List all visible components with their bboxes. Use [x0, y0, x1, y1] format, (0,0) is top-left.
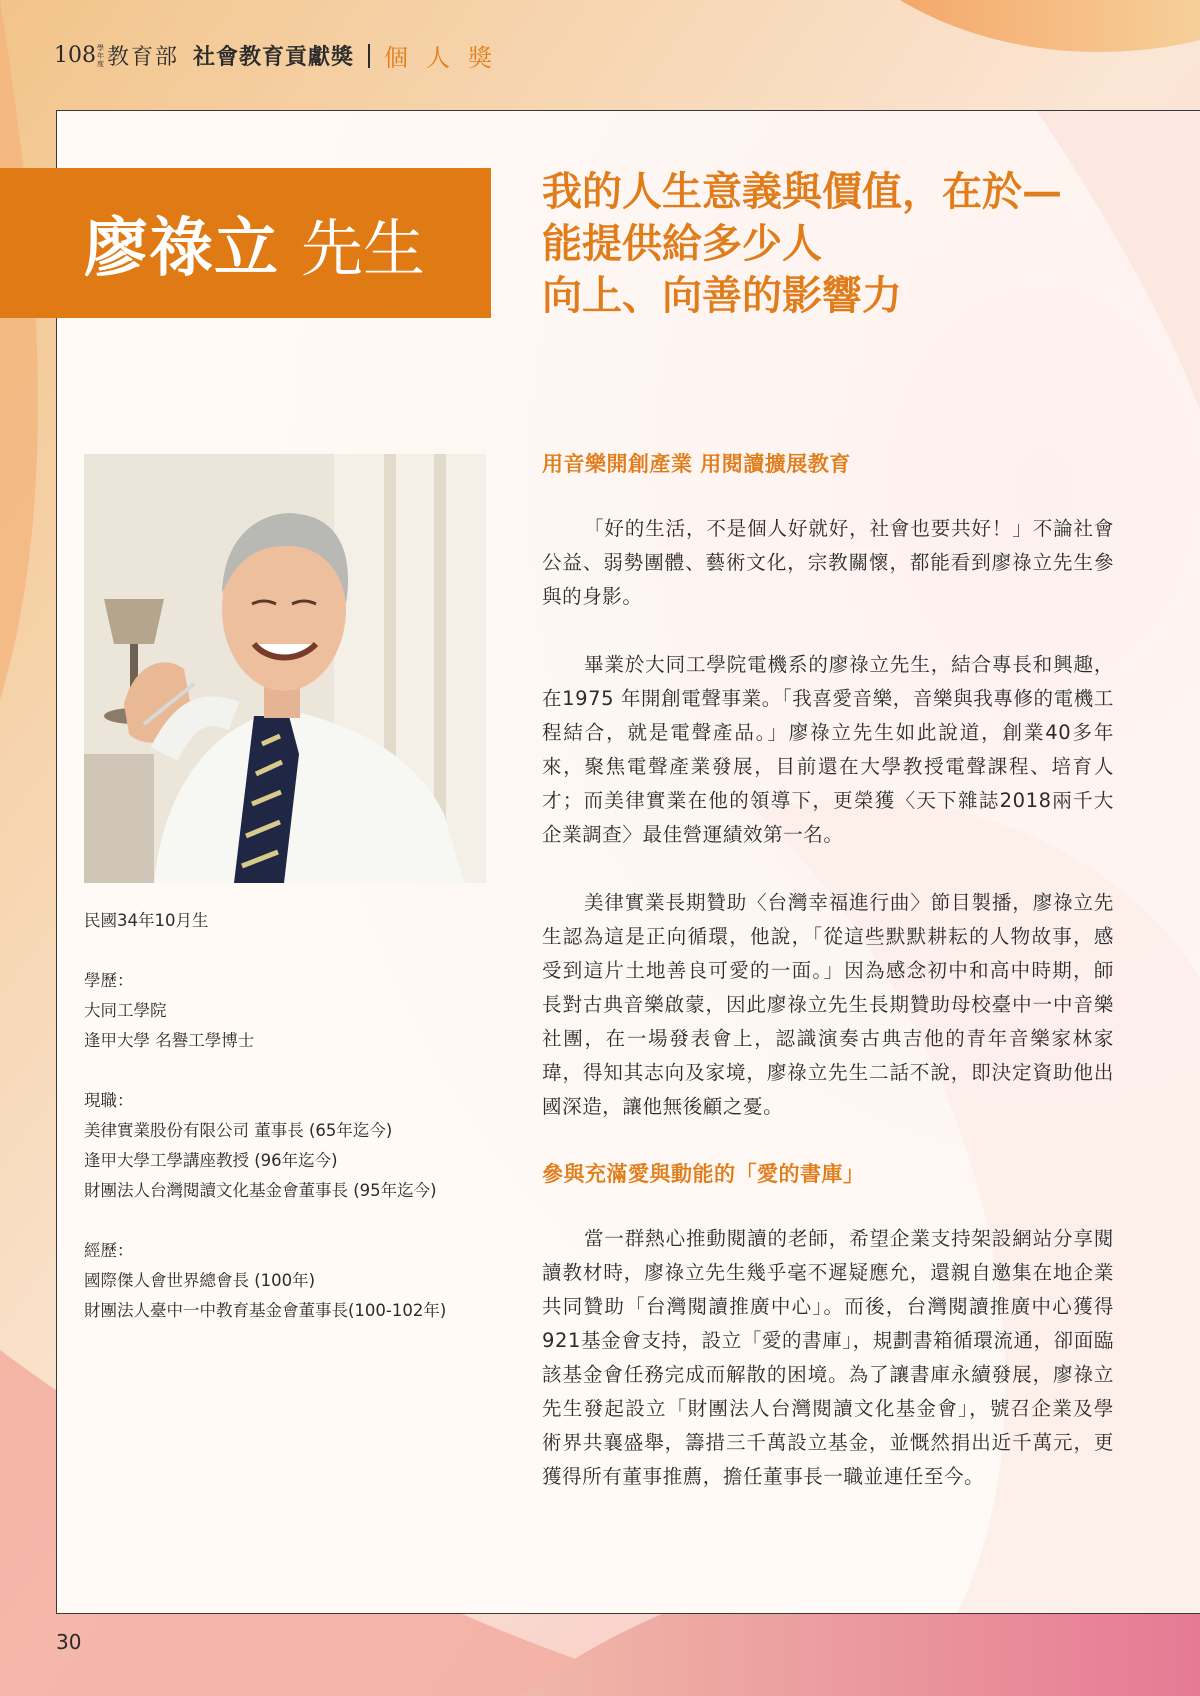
experience-item: 國際傑人會世界總會長 (100年)	[84, 1271, 316, 1290]
article-paragraph: 當一群熱心推動閱讀的老師，希望企業支持架設網站分享閱讀教材時，廖祿立先生幾乎毫不遲疑應允，還親自邀集在地企業共同贊助「台灣閱讀推廣中心」。而後，台灣閱讀推廣中心獲得921基金會支持，設立「愛的書庫」，規劃書箱循環流通，卻面臨該基金會任務完成而解散的困境。為了讓書庫永續發展，廖祿立先生發起設立「財團法人台灣閱讀文化基金會」，號召企業及學術界共襄盛舉，籌措三千萬設立基金，並慨然捐出近千萬元，更獲得所有董事推薦，擔任董事長一職並連任至今。	[542, 1227, 1114, 1488]
experience-item: 財團法人臺中一中教育基金會董事長(100-102年)	[84, 1301, 447, 1320]
person-title: 先生	[301, 211, 426, 285]
portrait-illustration	[84, 454, 486, 883]
headline-line: 能提供給多少人	[542, 220, 822, 267]
person-name: 廖祿立	[84, 211, 279, 286]
education-item: 大同工學院	[84, 1001, 167, 1020]
experience-label: 經歷：	[84, 1241, 134, 1260]
profile-details	[84, 906, 504, 1326]
current-position-label: 現職：	[84, 1091, 134, 1110]
portrait-photo	[84, 454, 486, 883]
page-header	[54, 38, 510, 73]
headline-line: 我的人生意義與價值，在於—	[542, 168, 1062, 215]
education-item: 逢甲大學 名譽工學博士	[84, 1031, 255, 1050]
headline	[542, 166, 1062, 322]
page-number: 30	[56, 1630, 82, 1654]
section-title: 用音樂開創產業 用閱讀擴展教育	[542, 452, 851, 476]
article-paragraph: 畢業於大同工學院電機系的廖祿立先生，結合專長和興趣，在1975 年開創電聲事業。「我喜愛音樂，音樂與我專修的電機工程結合，就是電聲產品。」廖祿立先生如此說道，創業40多年來，聚焦電聲產業發展，目前還在大學教授電聲課程、培育人才；而美律實業在他的領導下，更榮獲〈天下雜誌2018兩千大企業調查〉最佳營運績效第一名。	[542, 653, 1114, 846]
header-ministry: 教育部	[107, 45, 180, 70]
birth-date: 民國34年10月生	[84, 911, 209, 930]
article-paragraph: 「好的生活，不是個人好就好，社會也要共好！」不論社會公益、弱勢團體、藝術文化，宗教關懷，都能看到廖祿立先生參與的身影。	[542, 517, 1114, 608]
header-award: 社會教育貢獻獎	[193, 44, 355, 70]
article-paragraph: 美律實業長期贊助〈台灣幸福進行曲〉節目製播，廖祿立先生認為這是正向循環，他說，「從這些默默耕耘的人物故事，感受到這片土地善良可愛的一面。」因為感念初中和高中時期，師長對古典音樂啟蒙，因此廖祿立先生長期贊助母校臺中一中音樂社團，在一場發表會上，認識演奏古典吉他的青年音樂家林家瑋，得知其志向及家境，廖祿立先生二話不說，即決定資助他出國深造，讓他無後顧之憂。	[542, 891, 1114, 1118]
education-label: 學歷：	[84, 971, 134, 990]
section-title: 參與充滿愛與動能的「愛的書庫」	[542, 1162, 865, 1186]
article-body	[542, 448, 1114, 1494]
header-category: 個人獎	[384, 44, 511, 72]
current-position-item: 逢甲大學工學講座教授 (96年迄今)	[84, 1151, 338, 1170]
current-position-item: 美律實業股份有限公司 董事長 (65年迄今)	[84, 1121, 393, 1140]
current-position-item: 財團法人台灣閱讀文化基金會董事長 (95年迄今)	[84, 1181, 437, 1200]
header-divider	[368, 44, 370, 68]
header-year: 108	[54, 43, 96, 68]
header-year-suffix: 學年度	[97, 43, 104, 68]
headline-line: 向上、向善的影響力	[542, 272, 902, 319]
name-banner	[0, 168, 491, 318]
